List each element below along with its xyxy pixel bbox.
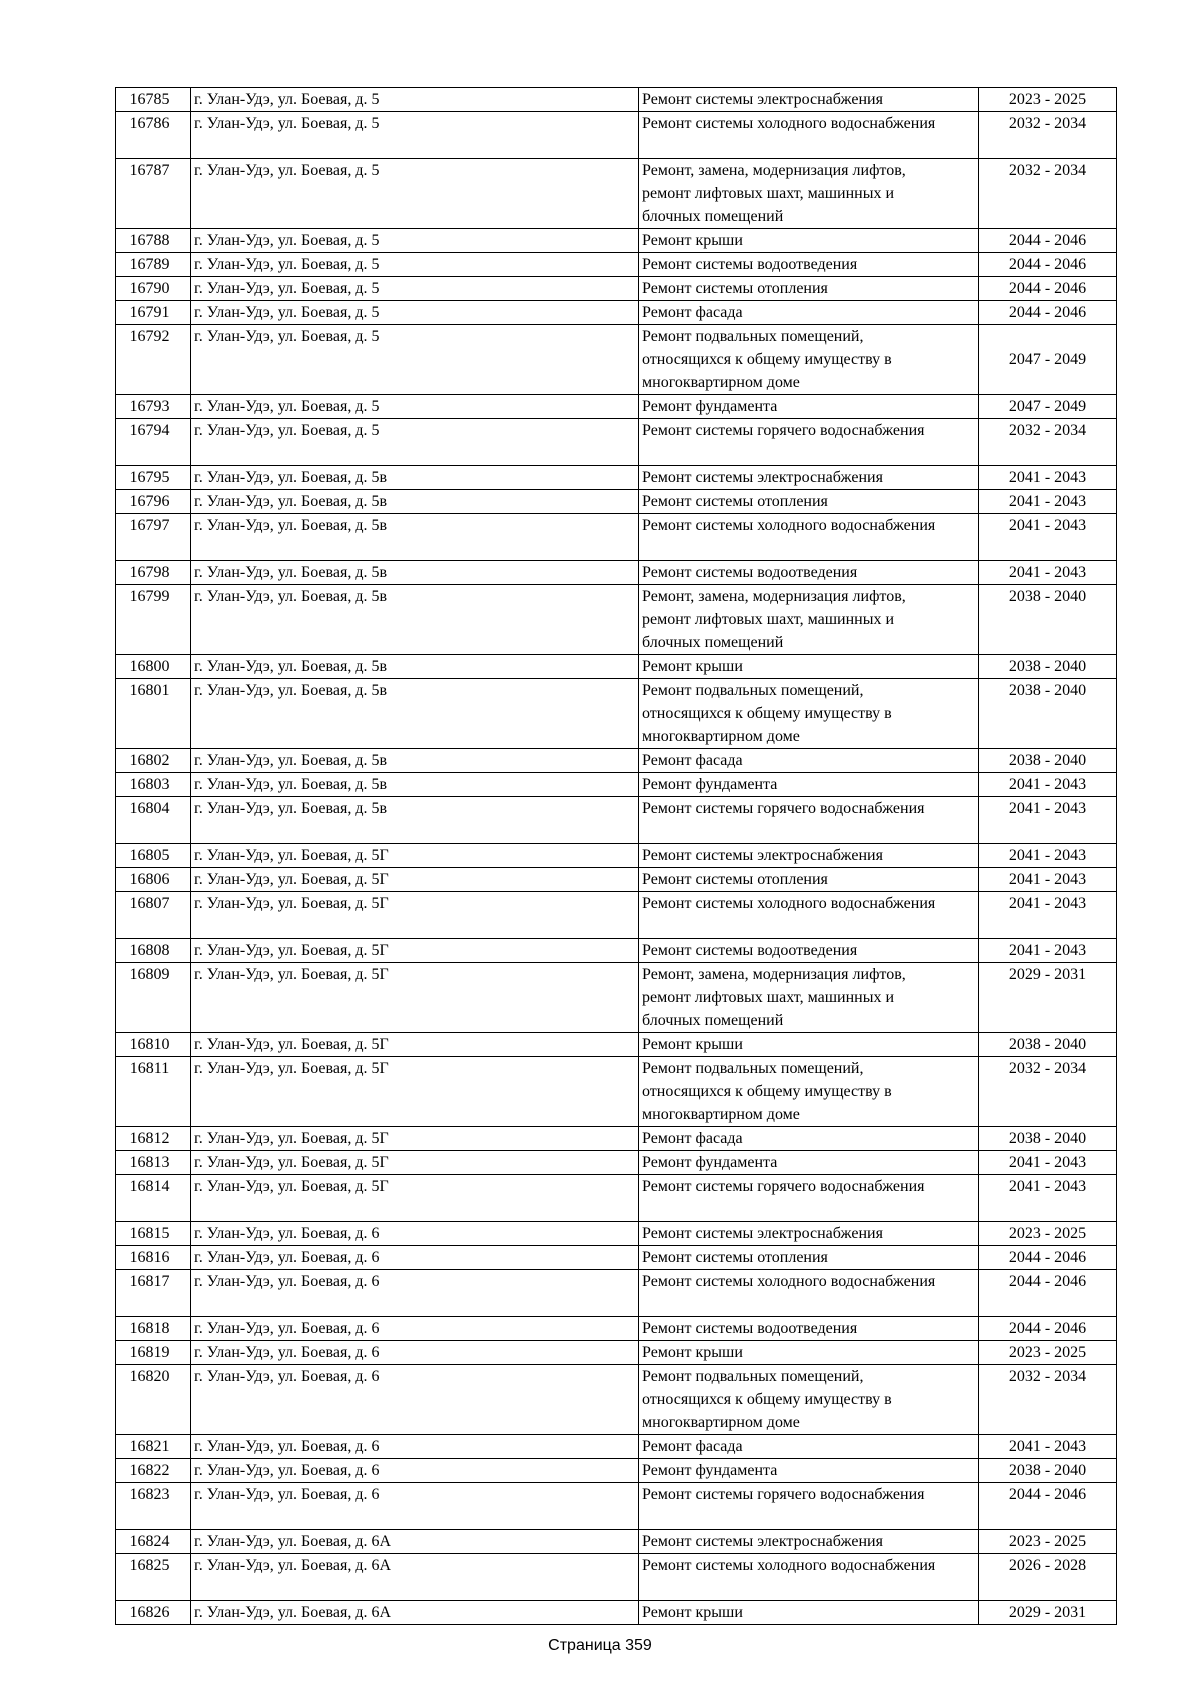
- record-number: 16822: [116, 1459, 191, 1483]
- work-type-cell: [639, 325, 979, 395]
- table-row: [116, 277, 1117, 301]
- work-type-line: многоквартирном доме: [642, 374, 800, 391]
- address-cell: г. Улан-Удэ, ул. Боевая, д. 6: [191, 1317, 639, 1341]
- address-cell: г. Улан-Удэ, ул. Боевая, д. 5в: [191, 561, 639, 585]
- address-cell: г. Улан-Удэ, ул. Боевая, д. 6: [191, 1246, 639, 1270]
- work-type-line: Ремонт, замена, модернизация лифтов,: [642, 162, 906, 179]
- work-type-line: многоквартирном доме: [642, 728, 800, 745]
- period-cell: 2032 - 2034: [979, 1365, 1117, 1435]
- work-type-line: Ремонт фасада: [642, 752, 743, 769]
- record-number: 16812: [116, 1127, 191, 1151]
- address-cell: г. Улан-Удэ, ул. Боевая, д. 5в: [191, 773, 639, 797]
- work-type-cell: [639, 1033, 979, 1057]
- period-cell: 2032 - 2034: [979, 419, 1117, 466]
- record-number: 16799: [116, 585, 191, 655]
- record-number: 16816: [116, 1246, 191, 1270]
- table-row: [116, 1222, 1117, 1246]
- record-number: 16806: [116, 868, 191, 892]
- work-type-line: Ремонт подвальных помещений,: [642, 682, 864, 699]
- record-number: 16817: [116, 1270, 191, 1317]
- period-cell: 2044 - 2046: [979, 1246, 1117, 1270]
- address-cell: г. Улан-Удэ, ул. Боевая, д. 6: [191, 1459, 639, 1483]
- address-cell: г. Улан-Удэ, ул. Боевая, д. 5Г: [191, 868, 639, 892]
- work-type-line: Ремонт системы водоотведения: [642, 256, 858, 273]
- work-type-line: Ремонт подвальных помещений,: [642, 328, 864, 345]
- work-type-cell: [639, 514, 979, 561]
- address-cell: г. Улан-Удэ, ул. Боевая, д. 5Г: [191, 844, 639, 868]
- work-type-line: Ремонт подвальных помещений,: [642, 1368, 864, 1385]
- work-type-line: Ремонт системы горячего водоснабжения: [642, 800, 925, 817]
- address-cell: г. Улан-Удэ, ул. Боевая, д. 5Г: [191, 892, 639, 939]
- period-cell: 2023 - 2025: [979, 1341, 1117, 1365]
- table-row: [116, 1530, 1117, 1554]
- period-cell: 2038 - 2040: [979, 585, 1117, 655]
- address-cell: г. Улан-Удэ, ул. Боевая, д. 5: [191, 88, 639, 112]
- record-number: 16805: [116, 844, 191, 868]
- table-row: [116, 112, 1117, 159]
- record-number: 16797: [116, 514, 191, 561]
- work-type-line: Ремонт фундамента: [642, 1154, 778, 1171]
- work-type-line: Ремонт системы водоотведения: [642, 942, 858, 959]
- period-cell: 2041 - 2043: [979, 892, 1117, 939]
- period-cell: 2041 - 2043: [979, 561, 1117, 585]
- table-row: [116, 1365, 1117, 1435]
- work-type-line: Ремонт подвальных помещений,: [642, 1060, 864, 1077]
- work-type-line: Ремонт фундамента: [642, 398, 778, 415]
- table-row: [116, 1435, 1117, 1459]
- table-row: [116, 868, 1117, 892]
- work-type-cell: [639, 868, 979, 892]
- work-type-line: Ремонт системы холодного водоснабжения: [642, 1273, 936, 1290]
- work-type-cell: [639, 749, 979, 773]
- work-type-line: блочных помещений: [642, 634, 784, 651]
- work-type-line: Ремонт системы водоотведения: [642, 1320, 858, 1337]
- address-cell: г. Улан-Удэ, ул. Боевая, д. 6А: [191, 1554, 639, 1601]
- work-type-line: относящихся к общему имуществу в: [642, 1391, 892, 1408]
- address-cell: г. Улан-Удэ, ул. Боевая, д. 5Г: [191, 1151, 639, 1175]
- table-row: [116, 1459, 1117, 1483]
- period-cell: 2041 - 2043: [979, 797, 1117, 844]
- record-number: 16798: [116, 561, 191, 585]
- work-type-cell: [639, 939, 979, 963]
- table-row: [116, 797, 1117, 844]
- record-number: 16793: [116, 395, 191, 419]
- record-number: 16789: [116, 253, 191, 277]
- work-type-line: Ремонт системы отопления: [642, 1249, 828, 1266]
- period-cell: 2038 - 2040: [979, 1033, 1117, 1057]
- work-type-line: Ремонт крыши: [642, 1604, 743, 1621]
- address-cell: г. Улан-Удэ, ул. Боевая, д. 5в: [191, 585, 639, 655]
- record-number: 16820: [116, 1365, 191, 1435]
- work-type-cell: [639, 655, 979, 679]
- work-type-line: ремонт лифтовых шахт, машинных и: [642, 989, 895, 1006]
- work-type-line: Ремонт системы горячего водоснабжения: [642, 422, 925, 439]
- work-type-line: Ремонт системы отопления: [642, 280, 828, 297]
- table-row: [116, 466, 1117, 490]
- work-type-cell: [639, 1222, 979, 1246]
- address-cell: г. Улан-Удэ, ул. Боевая, д. 6А: [191, 1530, 639, 1554]
- work-type-cell: [639, 1483, 979, 1530]
- work-type-cell: [639, 585, 979, 655]
- record-number: 16818: [116, 1317, 191, 1341]
- table-row: [116, 1057, 1117, 1127]
- period-cell: 2023 - 2025: [979, 88, 1117, 112]
- period-cell: 2041 - 2043: [979, 514, 1117, 561]
- record-number: 16813: [116, 1151, 191, 1175]
- period-cell: 2044 - 2046: [979, 229, 1117, 253]
- work-type-cell: [639, 844, 979, 868]
- work-type-cell: [639, 963, 979, 1033]
- work-type-line: ремонт лифтовых шахт, машинных и: [642, 185, 895, 202]
- work-type-cell: [639, 1175, 979, 1222]
- work-type-cell: [639, 1317, 979, 1341]
- period-cell: 2044 - 2046: [979, 1317, 1117, 1341]
- address-cell: г. Улан-Удэ, ул. Боевая, д. 5в: [191, 466, 639, 490]
- table-row: [116, 395, 1117, 419]
- record-number: 16803: [116, 773, 191, 797]
- table-row: [116, 1175, 1117, 1222]
- record-number: 16809: [116, 963, 191, 1033]
- record-number: 16810: [116, 1033, 191, 1057]
- period-cell: 2041 - 2043: [979, 1151, 1117, 1175]
- address-cell: г. Улан-Удэ, ул. Боевая, д. 5в: [191, 679, 639, 749]
- work-type-cell: [639, 1435, 979, 1459]
- work-type-line: Ремонт системы холодного водоснабжения: [642, 517, 936, 534]
- work-type-line: относящихся к общему имуществу в: [642, 351, 892, 368]
- table-row: [116, 1341, 1117, 1365]
- work-type-cell: [639, 1341, 979, 1365]
- record-number: 16787: [116, 159, 191, 229]
- work-type-line: Ремонт крыши: [642, 1344, 743, 1361]
- address-cell: г. Улан-Удэ, ул. Боевая, д. 5: [191, 277, 639, 301]
- address-cell: г. Улан-Удэ, ул. Боевая, д. 6: [191, 1270, 639, 1317]
- table-row: [116, 679, 1117, 749]
- period-cell: 2038 - 2040: [979, 1459, 1117, 1483]
- work-type-line: относящихся к общему имуществу в: [642, 705, 892, 722]
- work-type-line: Ремонт системы горячего водоснабжения: [642, 1486, 925, 1503]
- period-cell: 2041 - 2043: [979, 868, 1117, 892]
- period-cell: 2029 - 2031: [979, 1601, 1117, 1625]
- period-cell: 2047 - 2049: [979, 395, 1117, 419]
- record-number: 16802: [116, 749, 191, 773]
- work-type-line: Ремонт фасада: [642, 1438, 743, 1455]
- period-cell: 2032 - 2034: [979, 159, 1117, 229]
- period-cell: 2023 - 2025: [979, 1530, 1117, 1554]
- table-row: [116, 655, 1117, 679]
- table-body: [116, 88, 1117, 1625]
- address-cell: г. Улан-Удэ, ул. Боевая, д. 5: [191, 253, 639, 277]
- table-row: [116, 963, 1117, 1033]
- table-row: [116, 490, 1117, 514]
- period-cell: 2029 - 2031: [979, 963, 1117, 1033]
- table-row: [116, 1601, 1117, 1625]
- address-cell: г. Улан-Удэ, ул. Боевая, д. 6А: [191, 1601, 639, 1625]
- work-type-line: Ремонт системы электроснабжения: [642, 469, 883, 486]
- record-number: 16814: [116, 1175, 191, 1222]
- address-cell: г. Улан-Удэ, ул. Боевая, д. 5: [191, 301, 639, 325]
- work-type-cell: [639, 229, 979, 253]
- work-type-cell: [639, 419, 979, 466]
- address-cell: г. Улан-Удэ, ул. Боевая, д. 5в: [191, 655, 639, 679]
- record-number: 16815: [116, 1222, 191, 1246]
- work-type-line: Ремонт, замена, модернизация лифтов,: [642, 588, 906, 605]
- address-cell: г. Улан-Удэ, ул. Боевая, д. 5Г: [191, 963, 639, 1033]
- work-type-cell: [639, 253, 979, 277]
- table-row: [116, 253, 1117, 277]
- record-number: 16786: [116, 112, 191, 159]
- work-type-cell: [639, 892, 979, 939]
- table-row: [116, 773, 1117, 797]
- address-cell: г. Улан-Удэ, ул. Боевая, д. 5в: [191, 490, 639, 514]
- record-number: 16790: [116, 277, 191, 301]
- record-number: 16796: [116, 490, 191, 514]
- period-cell: 2041 - 2043: [979, 466, 1117, 490]
- address-cell: г. Улан-Удэ, ул. Боевая, д. 5: [191, 395, 639, 419]
- address-cell: г. Улан-Удэ, ул. Боевая, д. 5в: [191, 749, 639, 773]
- work-type-cell: [639, 277, 979, 301]
- record-number: 16800: [116, 655, 191, 679]
- work-type-cell: [639, 679, 979, 749]
- address-cell: г. Улан-Удэ, ул. Боевая, д. 5Г: [191, 1127, 639, 1151]
- work-type-line: относящихся к общему имуществу в: [642, 1083, 892, 1100]
- work-type-line: Ремонт системы отопления: [642, 871, 828, 888]
- table-row: [116, 514, 1117, 561]
- period-cell: 2038 - 2040: [979, 749, 1117, 773]
- period-cell: 2047 - 2049: [979, 325, 1117, 395]
- work-type-cell: [639, 1530, 979, 1554]
- work-type-cell: [639, 1554, 979, 1601]
- period-cell: 2032 - 2034: [979, 112, 1117, 159]
- work-type-line: Ремонт системы водоотведения: [642, 564, 858, 581]
- work-type-line: Ремонт фасада: [642, 304, 743, 321]
- page-number: Страница 359: [548, 1637, 652, 1654]
- capital-repair-table: [115, 87, 1117, 1625]
- table-row: [116, 1151, 1117, 1175]
- work-type-cell: [639, 1459, 979, 1483]
- work-type-line: Ремонт фасада: [642, 1130, 743, 1147]
- record-number: 16788: [116, 229, 191, 253]
- address-cell: г. Улан-Удэ, ул. Боевая, д. 5в: [191, 797, 639, 844]
- work-type-cell: [639, 1151, 979, 1175]
- period-cell: 2044 - 2046: [979, 277, 1117, 301]
- work-type-cell: [639, 1601, 979, 1625]
- period-cell: 2026 - 2028: [979, 1554, 1117, 1601]
- table-row: [116, 88, 1117, 112]
- work-type-cell: [639, 1057, 979, 1127]
- work-type-line: многоквартирном доме: [642, 1414, 800, 1431]
- work-type-line: Ремонт крыши: [642, 232, 743, 249]
- table-row: [116, 325, 1117, 395]
- period-cell: 2038 - 2040: [979, 679, 1117, 749]
- address-cell: г. Улан-Удэ, ул. Боевая, д. 5Г: [191, 1057, 639, 1127]
- work-type-cell: [639, 797, 979, 844]
- period-cell: 2038 - 2040: [979, 655, 1117, 679]
- work-type-line: Ремонт системы электроснабжения: [642, 91, 883, 108]
- address-cell: г. Улан-Удэ, ул. Боевая, д. 5: [191, 159, 639, 229]
- record-number: 16807: [116, 892, 191, 939]
- address-cell: г. Улан-Удэ, ул. Боевая, д. 6: [191, 1483, 639, 1530]
- record-number: 16826: [116, 1601, 191, 1625]
- work-type-line: Ремонт фундамента: [642, 776, 778, 793]
- table-row: [116, 844, 1117, 868]
- work-type-cell: [639, 1246, 979, 1270]
- work-type-line: Ремонт системы электроснабжения: [642, 1225, 883, 1242]
- period-cell: 2044 - 2046: [979, 253, 1117, 277]
- address-cell: г. Улан-Удэ, ул. Боевая, д. 5: [191, 325, 639, 395]
- record-number: 16819: [116, 1341, 191, 1365]
- table-row: [116, 419, 1117, 466]
- work-type-cell: [639, 395, 979, 419]
- work-type-line: Ремонт системы горячего водоснабжения: [642, 1178, 925, 1195]
- address-cell: г. Улан-Удэ, ул. Боевая, д. 5Г: [191, 939, 639, 963]
- address-cell: г. Улан-Удэ, ул. Боевая, д. 5: [191, 229, 639, 253]
- address-cell: г. Улан-Удэ, ул. Боевая, д. 6: [191, 1435, 639, 1459]
- work-type-cell: [639, 88, 979, 112]
- record-number: 16811: [116, 1057, 191, 1127]
- period-cell: 2041 - 2043: [979, 1175, 1117, 1222]
- period-cell: 2041 - 2043: [979, 939, 1117, 963]
- record-number: 16792: [116, 325, 191, 395]
- table-row: [116, 1033, 1117, 1057]
- table-row: [116, 1127, 1117, 1151]
- record-number: 16794: [116, 419, 191, 466]
- address-cell: г. Улан-Удэ, ул. Боевая, д. 5: [191, 112, 639, 159]
- table-row: [116, 1317, 1117, 1341]
- address-cell: г. Улан-Удэ, ул. Боевая, д. 6: [191, 1365, 639, 1435]
- address-cell: г. Улан-Удэ, ул. Боевая, д. 5Г: [191, 1175, 639, 1222]
- record-number: 16785: [116, 88, 191, 112]
- address-cell: г. Улан-Удэ, ул. Боевая, д. 5Г: [191, 1033, 639, 1057]
- work-type-cell: [639, 301, 979, 325]
- work-type-line: Ремонт системы холодного водоснабжения: [642, 115, 936, 132]
- work-type-cell: [639, 773, 979, 797]
- work-type-line: многоквартирном доме: [642, 1106, 800, 1123]
- table-row: [116, 749, 1117, 773]
- work-type-cell: [639, 561, 979, 585]
- table-row: [116, 892, 1117, 939]
- work-type-cell: [639, 112, 979, 159]
- work-type-line: блочных помещений: [642, 1012, 784, 1029]
- record-number: 16808: [116, 939, 191, 963]
- work-type-line: Ремонт крыши: [642, 658, 743, 675]
- work-type-cell: [639, 1365, 979, 1435]
- address-cell: г. Улан-Удэ, ул. Боевая, д. 6: [191, 1222, 639, 1246]
- work-type-line: Ремонт крыши: [642, 1036, 743, 1053]
- work-type-cell: [639, 1127, 979, 1151]
- table-row: [116, 1554, 1117, 1601]
- period-cell: 2041 - 2043: [979, 844, 1117, 868]
- period-cell: 2044 - 2046: [979, 1270, 1117, 1317]
- period-cell: 2044 - 2046: [979, 301, 1117, 325]
- table-row: [116, 1270, 1117, 1317]
- table-row: [116, 561, 1117, 585]
- table-row: [116, 1483, 1117, 1530]
- work-type-line: Ремонт системы электроснабжения: [642, 1533, 883, 1550]
- period-cell: 2038 - 2040: [979, 1127, 1117, 1151]
- table-row: [116, 585, 1117, 655]
- work-type-line: ремонт лифтовых шахт, машинных и: [642, 611, 895, 628]
- record-number: 16821: [116, 1435, 191, 1459]
- address-cell: г. Улан-Удэ, ул. Боевая, д. 5: [191, 419, 639, 466]
- work-type-line: Ремонт фундамента: [642, 1462, 778, 1479]
- table-row: [116, 159, 1117, 229]
- table-row: [116, 939, 1117, 963]
- work-type-cell: [639, 1270, 979, 1317]
- period-cell: 2032 - 2034: [979, 1057, 1117, 1127]
- record-number: 16801: [116, 679, 191, 749]
- work-type-line: Ремонт, замена, модернизация лифтов,: [642, 966, 906, 983]
- period-cell: 2041 - 2043: [979, 490, 1117, 514]
- address-cell: г. Улан-Удэ, ул. Боевая, д. 5в: [191, 514, 639, 561]
- work-type-cell: [639, 466, 979, 490]
- record-number: 16804: [116, 797, 191, 844]
- work-type-line: блочных помещений: [642, 208, 784, 225]
- record-number: 16824: [116, 1530, 191, 1554]
- work-type-line: Ремонт системы холодного водоснабжения: [642, 895, 936, 912]
- period-cell: 2023 - 2025: [979, 1222, 1117, 1246]
- work-type-cell: [639, 490, 979, 514]
- record-number: 16795: [116, 466, 191, 490]
- period-cell: 2044 - 2046: [979, 1483, 1117, 1530]
- period-cell: 2041 - 2043: [979, 1435, 1117, 1459]
- address-cell: г. Улан-Удэ, ул. Боевая, д. 6: [191, 1341, 639, 1365]
- work-type-cell: [639, 159, 979, 229]
- record-number: 16823: [116, 1483, 191, 1530]
- work-type-line: Ремонт системы электроснабжения: [642, 847, 883, 864]
- table-row: [116, 229, 1117, 253]
- period-cell: 2041 - 2043: [979, 773, 1117, 797]
- table-row: [116, 301, 1117, 325]
- record-number: 16791: [116, 301, 191, 325]
- work-type-line: Ремонт системы холодного водоснабжения: [642, 1557, 936, 1574]
- record-number: 16825: [116, 1554, 191, 1601]
- table-row: [116, 1246, 1117, 1270]
- work-type-line: Ремонт системы отопления: [642, 493, 828, 510]
